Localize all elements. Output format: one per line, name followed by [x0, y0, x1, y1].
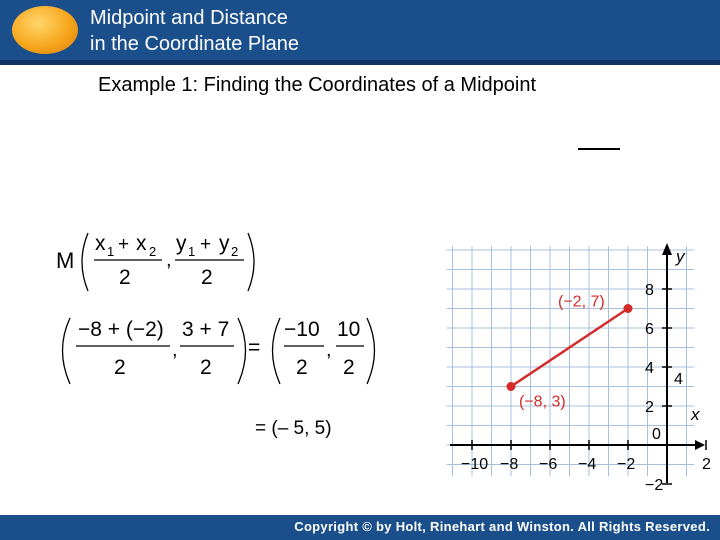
subst-right-paren-2	[367, 318, 375, 384]
formula-x1: x	[95, 232, 106, 255]
y-tick-label: −2	[645, 477, 664, 490]
point-b-label: (−8, 3)	[519, 393, 566, 411]
x-tick-label: 0	[652, 426, 661, 443]
x-tick-label: −10	[461, 456, 489, 473]
x-axis-arrow-icon	[695, 440, 705, 450]
point-b	[507, 382, 516, 391]
formula-m: M	[56, 248, 75, 273]
page-title-line-2: in the Coordinate Plane	[90, 33, 300, 55]
point-a-label: (−2, 7)	[558, 293, 605, 311]
subst-den-1: 2	[114, 356, 126, 379]
subst-left-paren-2	[273, 318, 281, 384]
footer-bar	[0, 515, 720, 540]
y-tick-label: 6	[645, 321, 654, 338]
subst-num-1: −8 + (−2)	[78, 318, 164, 341]
subst-right-paren-1	[238, 318, 246, 384]
y-tick-label: 8	[645, 282, 654, 299]
y-tick-label: 2	[645, 399, 654, 416]
x-tick-label: −6	[539, 456, 558, 473]
formula-x2: x	[136, 232, 147, 255]
coordinate-graph	[440, 225, 715, 490]
x-tick-label: −2	[617, 456, 636, 473]
x-tick-label: −8	[500, 456, 519, 473]
x-tick-labels	[461, 426, 711, 473]
subst-num-3: −10	[284, 318, 320, 341]
x-tick-label: 2	[702, 456, 711, 473]
formula-y2: y	[219, 232, 230, 255]
overline-mark	[578, 148, 620, 150]
point-a	[624, 304, 633, 313]
formula-den-1: 2	[119, 266, 131, 289]
subst-comma-1: ,	[172, 339, 178, 361]
subst-equals: =	[248, 336, 261, 359]
formula-plus-1: +	[118, 234, 130, 255]
formula-y2-sub: 2	[231, 244, 239, 259]
y-axis-arrow-icon	[662, 243, 672, 255]
y-axis-label: y	[676, 247, 685, 266]
subst-num-4: 10	[337, 318, 361, 341]
formula-y1: y	[176, 232, 187, 255]
formula-plus-2: +	[200, 234, 212, 255]
y-tick-label: 4	[645, 360, 654, 377]
subst-den-3: 2	[296, 356, 308, 379]
midpoint-result: = (– 5, 5)	[255, 418, 332, 439]
formula-y1-sub: 1	[188, 244, 196, 259]
stray-label: 4	[674, 371, 683, 388]
subst-den-4: 2	[343, 356, 355, 379]
copyright-text: Copyright © by Holt, Rinehart and Winston. All Rights Reserved.	[294, 519, 710, 534]
x-tick-label: −4	[578, 456, 597, 473]
formula-x1-sub: 1	[107, 244, 115, 259]
subst-comma-2: ,	[326, 339, 332, 361]
x-axis-label: x	[691, 405, 700, 424]
formula-comma: ,	[166, 249, 172, 271]
example-subtitle: Example 1: Finding the Coordinates of a Midpoint	[98, 74, 537, 96]
formula-right-paren	[248, 233, 254, 291]
subst-den-2: 2	[200, 356, 212, 379]
page-title-line-1: Midpoint and Distance	[90, 7, 288, 29]
subst-left-paren-1	[63, 318, 71, 384]
subst-num-2: 3 + 7	[182, 318, 230, 341]
formula-den-2: 2	[201, 266, 213, 289]
formula-x2-sub: 2	[149, 244, 157, 259]
formula-left-paren	[82, 233, 88, 291]
